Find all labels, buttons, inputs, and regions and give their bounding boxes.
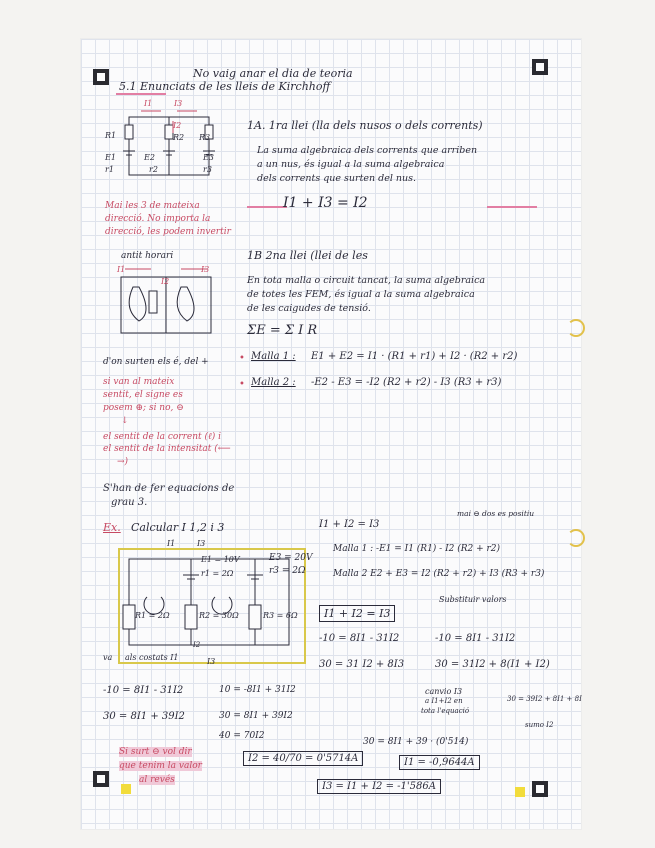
circuit1-label: E3 — [203, 153, 214, 162]
substitute-note: Substituir valors — [439, 595, 507, 604]
pink-underline — [116, 92, 166, 96]
node-equation: I1 + I2 = I3 — [319, 519, 380, 530]
law-a-text: a un nus, és igual a la suma algebraica — [257, 159, 445, 170]
circuit1-label: R1 — [105, 131, 117, 140]
exercise-r3: r3 = 2Ω — [269, 566, 306, 576]
work-malla2: Malla 2 E2 + E3 = I2 (R2 + r2) + I3 (R3 + r3) — [333, 569, 545, 579]
side-note: direcció, les podem invertir — [105, 227, 231, 237]
exercise-circuit — [117, 547, 307, 665]
exercise-e1: E1 = 10V — [201, 555, 240, 564]
pink-note: que tenim la valor — [119, 761, 202, 771]
exercise-under: I2 — [193, 641, 201, 649]
result-i2: I2 = 40/70 = 0'5714A — [243, 751, 363, 766]
middle-note: a I1+I2 en — [425, 697, 463, 705]
circuit1-label: r1 — [105, 165, 114, 174]
back-substitution: 30 = 8I1 + 39 · (0'514) — [363, 737, 469, 747]
binder-hole — [567, 319, 585, 337]
law-b-heading: 1B 2na llei (llei de les — [247, 249, 368, 262]
circuit1-label: r2 — [149, 165, 158, 174]
side-note: el sentit de la intensitat (⟵ — [103, 444, 231, 454]
circuit1-label: I3 — [174, 99, 183, 108]
exercise-e3: E3 = 20V — [269, 553, 313, 563]
side-note: el sentit de la corrent (ℓ) i — [103, 432, 222, 442]
circuit1-label: E1 — [105, 153, 116, 162]
system-sub-b: 30 = 8I1 + 39I2 — [219, 711, 293, 721]
eq-a: -10 = 8I1 - 31I2 — [319, 633, 400, 644]
law-b-formula: ΣE = Σ I R — [247, 323, 318, 338]
malla1-equation: E1 + E2 = I1 · (R1 + r1) + I2 · (R2 + r2) — [311, 351, 518, 362]
corner-marker-bottom-left — [93, 771, 109, 787]
malla1-label: Malla 1 : — [251, 351, 296, 362]
malla2-equation: -E2 - E3 = -I2 (R2 + r2) - I3 (R3 + r3) — [311, 377, 502, 388]
side-remark: mai ⊖ dos es positiu — [457, 509, 535, 518]
notebook-page: No vaig anar el dia de teoria 5.1 Enunciats de les lleis de Kirchhoff I1 I3 I2 R1 E1 r1 E2 r2 R2 R3 E3 r3 Mai les 3 de mateixa direcció. No importa la direcció, les podem invertir 1A. 1ra llei (lla dels nusos o dels corrents) La suma algebraica dels corrents que arriben a un nus, és igual a la suma algebraica dels corrents que surten del nus. I1 + I3 = I2 antit horari I1 I3 I2 1B 2na llei (llei de les En tota malla o circuit tancat, la suma algebraica de totes les FEM, és igual a la suma algebraica de les caigudes de tensió. ΣE = Σ I R • Malla 1 : E1 + E2 = I1 · (R1 + r1) + I2 · (R2 + r2) • Malla 2 : -E2 - E3 = -I2 (R2 + r2) - I3 (R3 + r3) d'on surten els é, del + si van al mateix sentit, el signe es posem ⊕; si no, ⊖ ↓ el sentit de la corrent (ℓ) i el sentit de la intensitat (⟵ →) S'han de fer equacions de grau 3. Ex. Calcular I 1,2 i 3 I1 I3 E1 = 10V r1 = 2Ω E3 = 20V r3 = 2Ω R1 = 2Ω R2 = 30Ω R3 = 6Ω I2 va als costats I1 I3 I1 + I2 = I3 mai ⊖ dos es positiu Malla 1 : -E1 = I1 (R1) - I2 (R2 + r2) Malla 2 E2 + E3 = I2 (R2 + r2) + I3 (R3 + r3) Substituir valors I1 + I2 = I3 -10 = 8I1 - 31I2 30 = 31 I2 + 8I3 -10 = 8I1 - 31I2 30 = 31I2 + 8(I1 + I2) canvio I3 a I1+I2 en tota l'equació 30 = 39I2 + 8I1 + 8I sumo I2 -10 = 8I1 - 31I2 30 = 8I1 + 39I2 10 = -8I1 + 31I2 30 = 8I1 + 39I2 40 = 70I2 I2 = 40/70 = 0'5714A 30 = 8I1 + 39 · (0'514) I1 = -0,9644A I3 = I1 + I2 = -1'586A Si surt ⊖ vol dir que tenim la valor al revés — [80, 38, 582, 830]
result-i3: I3 = I1 + I2 = -1'586A — [317, 779, 441, 794]
circuit1-label: R2 — [173, 133, 185, 142]
note-degree: grau 3. — [111, 497, 148, 508]
side-note: Mai les 3 de mateixa — [105, 201, 200, 211]
yellow-marker — [515, 787, 525, 797]
exercise-note: va — [103, 653, 113, 662]
pink-note: Si surt ⊖ vol dir — [119, 747, 192, 757]
exercise-title: Calcular I 1,2 i 3 — [131, 521, 225, 534]
side-note: sentit, el signe es — [103, 390, 183, 400]
law-b-text: de totes les FEM, és igual a la suma algebraica — [247, 289, 475, 300]
system-eq-b: 30 = 8I1 + 39I2 — [103, 711, 185, 722]
exercise-note: I3 — [207, 657, 216, 666]
side-calc: sumo I2 — [525, 721, 554, 729]
pink-note: al revés — [139, 775, 175, 785]
page-title: No vaig anar el dia de teoria — [193, 67, 353, 80]
exercise-r1: r1 = 2Ω — [201, 569, 234, 578]
system-sum: 40 = 70I2 — [219, 731, 265, 741]
circuit2-label: I2 — [161, 277, 170, 286]
side-note: d'on surten els é, del + — [103, 357, 209, 367]
circuit1-label: I1 — [144, 99, 153, 108]
exercise-label-i3: I3 — [197, 539, 206, 548]
corner-marker-top-left — [93, 69, 109, 85]
section-heading: 5.1 Enunciats de les lleis de Kirchhoff — [119, 80, 331, 93]
circuit1-label: R3 — [199, 133, 211, 142]
exercise-label: Ex. — [103, 521, 121, 534]
system-sub-a: 10 = -8I1 + 31I2 — [219, 685, 296, 695]
law-a-text: dels corrents que surten del nus. — [257, 173, 417, 184]
side-calc: 30 = 39I2 + 8I1 + 8I — [507, 695, 582, 703]
circuit-diagram-2 — [111, 263, 226, 343]
corner-marker-bottom-right — [532, 781, 548, 797]
corner-marker-top-right — [532, 59, 548, 75]
boxed-node-equation: I1 + I2 = I3 — [319, 605, 395, 622]
result-i1: I1 = -0,9644A — [399, 755, 480, 770]
exercise-r-mid: R2 = 30Ω — [199, 611, 239, 620]
middle-note: tota l'equació — [421, 707, 470, 715]
side-note: si van al mateix — [103, 377, 175, 387]
note-degree: S'han de fer equacions de — [103, 483, 235, 494]
side-note: direcció. No importa la — [105, 214, 211, 224]
exercise-r-left: R1 = 2Ω — [135, 611, 170, 620]
circuit2-label: I1 — [117, 265, 126, 274]
malla2-label: Malla 2 : — [251, 377, 296, 388]
eq-b: 30 = 31 I2 + 8I3 — [319, 659, 405, 670]
work-malla1: Malla 1 : -E1 = I1 (R1) - I2 (R2 + r2) — [333, 544, 501, 554]
eq-b2: 30 = 31I2 + 8(I1 + I2) — [435, 659, 550, 670]
exercise-label-i1: I1 — [167, 539, 176, 548]
exercise-r-right: R3 = 6Ω — [263, 611, 298, 620]
exercise-note: als costats I1 — [125, 653, 179, 662]
law-b-text: En tota malla o circuit tancat, la suma algebraica — [247, 275, 486, 286]
eq-a2: -10 = 8I1 - 31I2 — [435, 633, 516, 644]
law-a-text: La suma algebraica dels corrents que arriben — [257, 145, 478, 156]
law-a-heading: 1A. 1ra llei (lla dels nusos o dels corrents) — [247, 119, 483, 132]
middle-note: canvio I3 — [425, 687, 463, 696]
circuit2-title: antit horari — [121, 251, 174, 261]
circuit1-label: r3 — [203, 165, 212, 174]
yellow-marker — [121, 784, 131, 794]
circuit1-label: I2 — [173, 121, 182, 130]
system-eq-a: -10 = 8I1 - 31I2 — [103, 685, 184, 696]
circuit-diagram-1 — [111, 103, 221, 188]
side-note: →) — [117, 457, 129, 467]
side-note: ↓ — [121, 416, 129, 426]
law-a-formula: I1 + I3 = I2 — [283, 195, 368, 211]
circuit1-label: E2 — [144, 153, 155, 162]
circuit2-label: I3 — [201, 265, 210, 274]
law-b-text: de les caigudes de tensió. — [247, 303, 371, 314]
side-note: posem ⊕; si no, ⊖ — [103, 403, 184, 413]
binder-hole — [567, 529, 585, 547]
